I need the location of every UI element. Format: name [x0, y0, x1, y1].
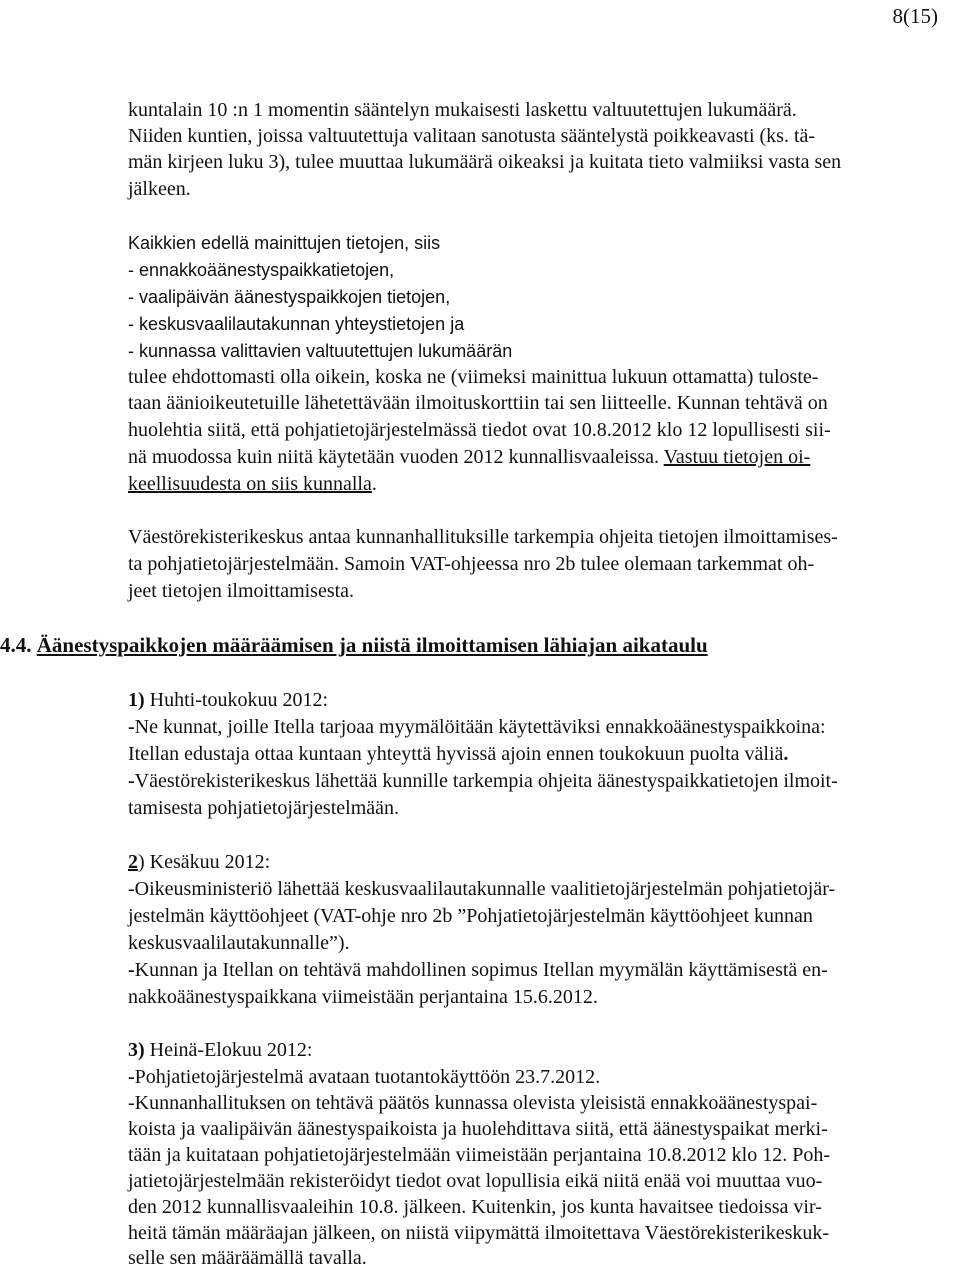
phase3-line: -Kunnanhallituksen on tehtävä päätös kunnassa olevista yleisistä ennakkoäänestyspai- — [128, 1092, 818, 1114]
phase3-line: tään ja kuitataan pohjatietojärjestelmään viimeistään perjantaina 10.8.2012 klo 12. Poh- — [128, 1144, 831, 1166]
phase2-line: jestelmän käyttöohjeet (VAT-ohje nro 2b ”Pohjatietojärjestelmän käyttöohjeet kunnan — [128, 905, 813, 927]
page-number: 8(15) — [892, 4, 938, 28]
para2-line: huolehtia siitä, että pohjatietojärjestelmässä tiedot ovat 10.8.2012 klo 12 lopullisesti sii- — [128, 419, 831, 441]
para2-list-item: - kunnassa valittavien valtuutettujen lukumäärän — [128, 341, 513, 361]
para1-line: Niiden kuntien, joissa valtuutettuja valitaan sanotusta sääntelystä poikkeavasti (ks. tä- — [128, 125, 816, 147]
phase3-text: Pohjatietojärjestelmä avataan tuotantokäyttöön 23.7.2012. — [134, 1066, 601, 1088]
para1-line: kuntalain 10 :n 1 momentin sääntelyn mukaisesti laskettu valtuutettujen lukumäärä. — [128, 99, 797, 121]
list-dash: - — [128, 1066, 135, 1088]
phase1-text: Väestörekisterikeskus lähettää kunnille tarkempia ohjeita äänestyspaikkatietojen ilmoit- — [134, 770, 838, 792]
phase2-line: nakkoäänestyspaikkana viimeistään perjantaina 15.6.2012. — [128, 986, 598, 1008]
phase-number: 2 — [128, 851, 138, 873]
para2-line: tulee ehdottomasti olla oikein, koska ne (viimeksi mainittua lukuun ottamatta) tuloste- — [128, 366, 819, 388]
para3-line: jeet tietojen ilmoittamisesta. — [128, 580, 355, 602]
list-dash: - — [128, 716, 135, 738]
para2-text: nä muodossa kuin niitä käytetään vuoden 2012 kunnallisvaaleissa. — [128, 446, 664, 468]
para2-list-item: - vaalipäivän äänestyspaikkojen tietojen, — [128, 287, 451, 307]
phase-label: Kesäkuu 2012: — [144, 851, 271, 873]
phase3-line: jatietojärjestelmään rekisteröidyt tiedot ovat lopullisia eikä niitä enää voi muuttaa vuo- — [128, 1170, 823, 1192]
para3-line: Väestörekisterikeskus antaa kunnanhallituksille tarkempia ohjeita tietojen ilmoittamises- — [128, 526, 838, 548]
para2-list-item: - ennakkoäänestyspaikkatietojen, — [128, 260, 395, 280]
para2-list-item: - keskusvaalilautakunnan yhteystietojen ja — [128, 314, 465, 334]
phase2-text: Kunnan ja Itellan on tehtävä mahdollinen sopimus Itellan myymälän käyttämisestä en- — [134, 959, 828, 981]
phase-paren: ) — [138, 851, 145, 873]
para2-text: . — [371, 473, 377, 495]
responsibility-note: Vastuu tietojen oi- — [663, 446, 811, 468]
phase1-line — [128, 742, 788, 766]
phase1-text: Itellan edustaja ottaa kuntaan yhteyttä hyvissä ajoin ennen toukokuun puolta väliä — [128, 743, 784, 765]
phase2-line: keskusvaalilautakunnalle”). — [128, 932, 350, 954]
section-title: Äänestyspaikkojen määräämisen ja niistä ilmoittamisen lähiajan aikataulu — [36, 633, 708, 657]
para2-line — [128, 445, 810, 469]
para2-line — [128, 472, 377, 496]
phase-label: Huhti-toukokuu 2012: — [144, 689, 329, 711]
section-heading — [0, 632, 708, 658]
phase-label: Heinä-Elokuu 2012: — [144, 1039, 313, 1061]
phase1-line: tamisesta pohjatietojärjestelmään. — [128, 797, 400, 819]
phase1-heading — [128, 688, 328, 712]
para3-line: ta pohjatietojärjestelmään. Samoin VAT-ohjeessa nro 2b tulee olemaan tarkemmat oh- — [128, 553, 815, 575]
phase2-line: -Oikeusministeriö lähettää keskusvaalilautakunnalle vaalitietojärjestelmän pohjatietojär- — [128, 878, 836, 900]
phase1-line — [128, 715, 826, 739]
phase-number: 1) — [128, 689, 145, 711]
phase1-line — [128, 769, 838, 793]
section-number: 4.4. — [0, 633, 32, 657]
list-dash: - — [128, 959, 135, 981]
para1-line: jälkeen. — [128, 178, 191, 200]
phase-number: 3) — [128, 1039, 145, 1061]
phase2-line — [128, 958, 828, 982]
phase3-line: koista ja vaalipäivän äänestyspaikoista ja huolehdittava siitä, että äänestyspaikat merki- — [128, 1118, 828, 1140]
para2-line: Kaikkien edellä mainittujen tietojen, siis — [128, 233, 441, 253]
phase2-heading — [128, 850, 270, 874]
para1-line: män kirjeen luku 3), tulee muuttaa lukumäärä oikeaksi ja kuitata tieto valmiiksi vasta sen — [128, 151, 842, 173]
phase3-line: selle sen määräämällä tavalla. — [128, 1247, 367, 1269]
responsibility-note: keellisuudesta on siis kunnalla — [128, 473, 372, 495]
phase3-line: den 2012 kunnallisvaaleihin 10.8. jälkeen. Kuitenkin, jos kunta havaitsee tiedoissa vir- — [128, 1196, 822, 1218]
phase1-period: . — [783, 743, 789, 765]
para2-line: taan äänioikeutetuille lähetettävään ilmoituskorttiin tai sen liitteelle. Kunnan tehtävä on — [128, 392, 828, 414]
phase3-line: heitä tämän määräajan jälkeen, on niistä viipymättä ilmoitettava Väestörekisterikeskuk- — [128, 1222, 830, 1244]
list-dash: - — [128, 770, 135, 792]
phase1-text: Ne kunnat, joille Itella tarjoaa myymälöitään käytettäviksi ennakkoäänestyspaikkoina: — [134, 716, 826, 738]
phase3-line — [128, 1065, 600, 1089]
phase3-heading — [128, 1038, 312, 1062]
